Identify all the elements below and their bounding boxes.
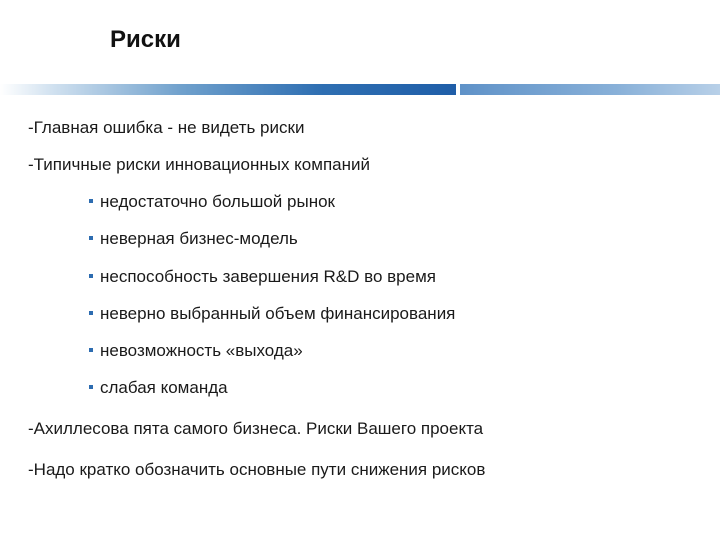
subpoint-exit bbox=[89, 341, 303, 361]
bullet-icon bbox=[89, 385, 93, 389]
point-typical-risks: -Типичные риски инновационных компаний bbox=[28, 155, 370, 174]
subpoint-business-model bbox=[89, 229, 298, 249]
subpoint-text: невозможность «выхода» bbox=[100, 341, 303, 360]
point-risk-mitigation: -Надо кратко обозначить основные пути снижения рисков bbox=[28, 460, 486, 479]
bullet-icon bbox=[89, 274, 93, 278]
bullet-icon bbox=[89, 311, 93, 315]
subpoint-team bbox=[89, 378, 228, 398]
bullet-icon bbox=[89, 199, 93, 203]
subpoint-market bbox=[89, 192, 335, 212]
subpoint-text: слабая команда bbox=[100, 378, 228, 397]
bullet-icon bbox=[89, 348, 93, 352]
subpoint-text: неспособность завершения R&D во время bbox=[100, 267, 436, 286]
subpoint-text: недостаточно большой рынок bbox=[100, 192, 335, 211]
title-underline-bar-right bbox=[460, 84, 720, 95]
slide-title: Риски bbox=[110, 26, 181, 53]
title-underline-bar bbox=[0, 84, 456, 95]
subpoint-financing bbox=[89, 304, 455, 324]
point-main-mistake: -Главная ошибка - не видеть риски bbox=[28, 118, 305, 137]
subpoint-rd bbox=[89, 267, 436, 287]
subpoint-text: неверно выбранный объем финансирования bbox=[100, 304, 456, 323]
subpoint-text: неверная бизнес-модель bbox=[100, 229, 298, 248]
bullet-icon bbox=[89, 236, 93, 240]
point-achilles-heel: -Ахиллесова пята самого бизнеса. Риски Вашего проекта bbox=[28, 419, 484, 438]
